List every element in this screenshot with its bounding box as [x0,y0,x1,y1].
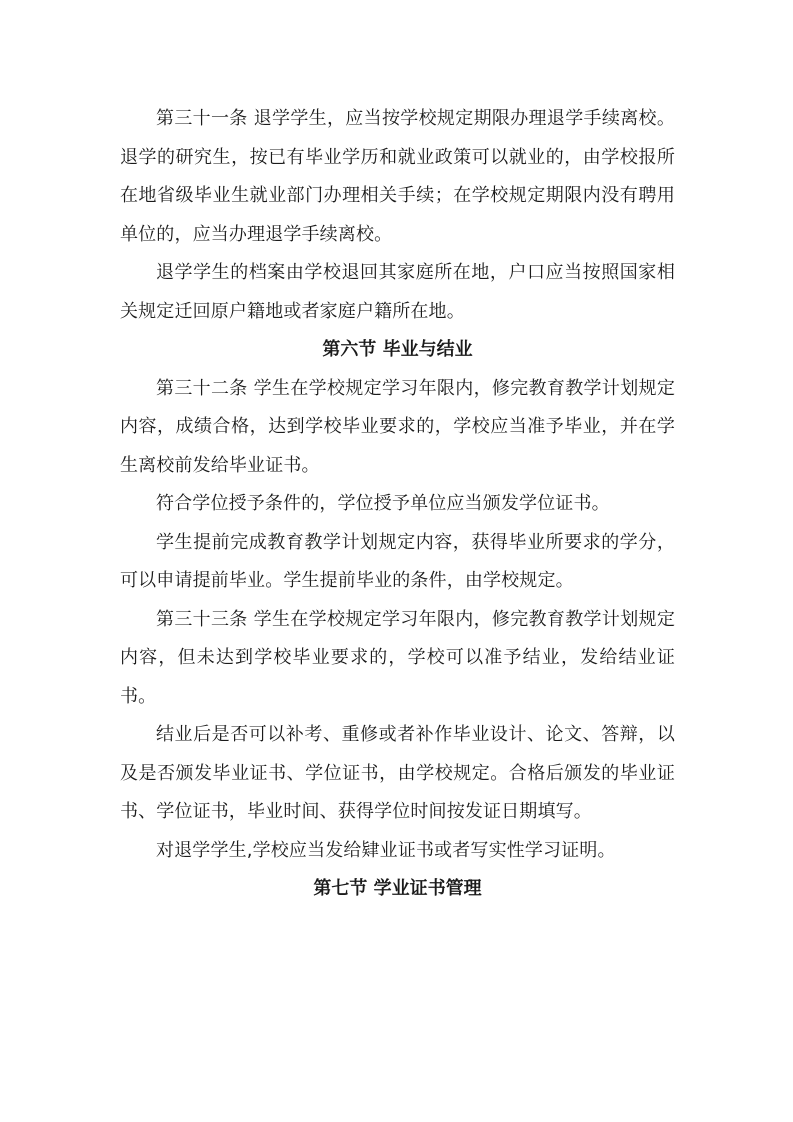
article-31-paragraph: 第三十一条 退学学生，应当按学校规定期限办理退学手续离校。退学的研究生，按已有毕业学历和就业政策可以就业的，由学校报所在地省级毕业生就业部门办理相关手续；在学校规定期限内没有聘用单位的，应当办理退学手续离校。 [120,108,675,245]
completion-rules-paragraph: 结业后是否可以补考、重修或者补作毕业设计、论文、答辩，以及是否颁发毕业证书、学位证书，由学校规定。合格后颁发的毕业证书、学位证书，毕业时间、获得学位时间按发证日期填写。 [120,724,675,822]
article-33-paragraph: 第三十三条 学生在学校规定学习年限内，修完教育教学计划规定内容，但未达到学校毕业要求的，学校可以准予结业，发给结业证书。 [120,608,675,707]
section-6-heading: 第六节 毕业与结业 [322,339,473,360]
section-7-heading: 第七节 学业证书管理 [313,878,482,899]
early-graduation-paragraph: 学生提前完成教育教学计划规定内容，获得毕业所要求的学分，可以申请提前毕业。学生提前毕业的条件，由学校规定。 [120,531,675,591]
withdrawal-certificate-paragraph: 对退学学生,学校应当发给肄业证书或者写实性学习证明。 [156,839,616,861]
article-32-paragraph: 第三十二条 学生在学校规定学习年限内，修完教育教学计划规定内容，成绩合格，达到学校毕业要求的，学校应当准予毕业，并在学生离校前发给毕业证书。 [120,377,675,476]
withdrawal-archive-paragraph: 退学学生的档案由学校退回其家庭所在地，户口应当按照国家相关规定迁回原户籍地或者家庭户籍所在地。 [120,262,675,322]
document-page [120,100,675,909]
degree-certificate-paragraph: 符合学位授予条件的，学位授予单位应当颁发学位证书。 [156,493,610,514]
